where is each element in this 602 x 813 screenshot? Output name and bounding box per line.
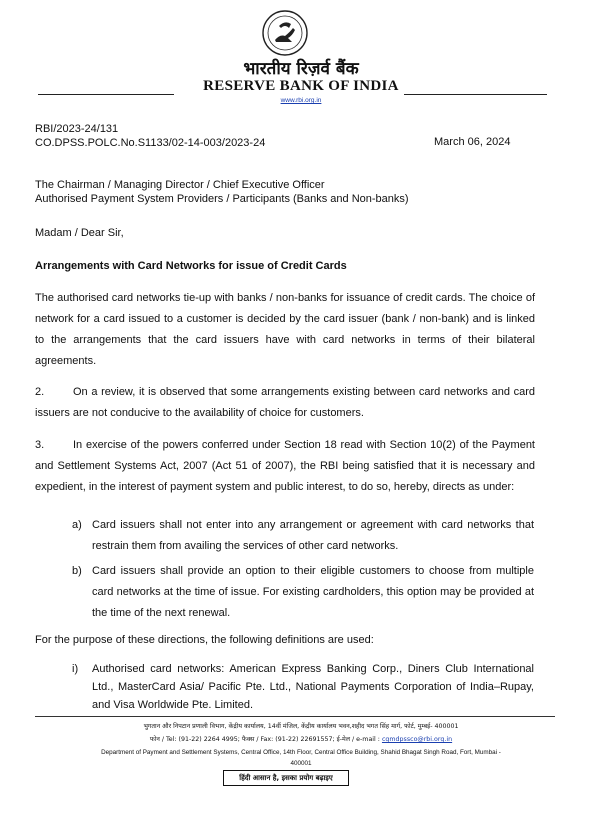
header-rule-right — [404, 94, 547, 95]
english-bank-name: RESERVE BANK OF INDIA — [203, 78, 399, 94]
footer-rule — [35, 716, 555, 717]
footer-contact — [0, 735, 602, 744]
addressee-line-1: The Chairman / Managing Director / Chief Executive Officer — [35, 179, 325, 191]
definitions-intro: For the purpose of these directions, the following definitions are used: — [35, 634, 374, 646]
intro-paragraph — [35, 288, 535, 372]
hindi-slogan-box: हिंदी आसान है, इसका प्रयोग बढ़ाइए — [223, 770, 349, 786]
paragraph-2-text: On a review, it is observed that some arrangements existing between card networks and card issuers are not conducive to the availability of choice for customers. — [35, 386, 535, 419]
header-rule-left — [38, 94, 174, 95]
website-link[interactable]: www.rbi.org.in — [280, 97, 322, 104]
salutation: Madam / Dear Sir, — [35, 227, 124, 239]
direction-b-marker: b) — [72, 565, 82, 577]
direction-a-text: Card issuers shall not enter into any arrangement or agreement with card networks that restrain them from availing the services of other card networks. — [92, 519, 534, 552]
definition-i — [72, 660, 534, 714]
footer-hindi-address: भुगतान और निपटान प्रणाली विभाग, केंद्रीय कार्यालय, 14वीं मंजिल, केंद्रीय कार्यालय भवन,शहीद भगत सिंह मार्ग, फोर्ट, मुम्बई- 400001 — [143, 723, 459, 730]
rbi-emblem-icon — [262, 10, 308, 56]
circular-number: RBI/2023-24/131 — [35, 123, 119, 135]
footer-pincode: 400001 — [290, 760, 312, 767]
paragraph-3-text: In exercise of the powers conferred under Section 18 read with Section 10(2) of the Payment and Settlement Systems Act, 2007 (Act 51 of 2007), the RBI being satisfied that it is necessary and expedient, in the interest of payment system and public interest, to do so, hereby, directs as under: — [35, 439, 535, 493]
hindi-bank-name: भारतीय रिज़र्व बैंक — [243, 59, 359, 79]
addressee-line-2: Authorised Payment System Providers / Participants (Banks and Non-banks) — [35, 193, 409, 205]
footer-email-link[interactable]: cgmdpssco@rbi.org.in — [381, 736, 453, 743]
paragraph-3 — [35, 435, 535, 498]
letter-date: March 06, 2024 — [434, 136, 511, 148]
direction-a-marker: a) — [72, 519, 82, 531]
paragraph-3-number: 3. — [35, 439, 45, 451]
subject-line: Arrangements with Card Networks for issue of Credit Cards — [35, 260, 347, 272]
direction-b-text: Card issuers shall provide an option to their eligible customers to choose from multiple card networks at the time of issue. For existing cardholders, this option may be provided at the time of the next renewal. — [92, 565, 534, 619]
reference-number: CO.DPSS.POLC.No.S1133/02-14-003/2023-24 — [35, 137, 266, 149]
paragraph-2 — [35, 382, 535, 424]
paragraph-2-number: 2. — [35, 386, 45, 398]
footer-english-address: Department of Payment and Settlement Systems, Central Office, 14th Floor, Central Office Building, Shahid Bhagat Singh Road, Fort, Mumbai - — [101, 749, 501, 756]
direction-a — [72, 515, 534, 557]
definition-i-text: Authorised card networks: American Express Banking Corp., Diners Club International Ltd., MasterCard Asia/ Pacific Pte. Ltd., National Payments Corporation of India–Rupay, and Visa Worldwide Pte. Limited. — [92, 663, 534, 711]
direction-b — [72, 561, 534, 624]
intro-text: The authorised card networks tie-up with banks / non-banks for issuance of credit cards. The choice of network for a card issued to a customer is decided by the card issuer (bank / non-bank) and is linked to the arrangements that the card issuers have with card networks in terms of their bilateral agreements. — [35, 292, 535, 367]
footer-phone-fax: फोन / Tel: (91-22) 2264 4995; फैक्स / Fax: (91-22) 22691557; ई-मेल / e-mail : — [149, 736, 380, 743]
definition-i-marker: i) — [72, 663, 79, 675]
